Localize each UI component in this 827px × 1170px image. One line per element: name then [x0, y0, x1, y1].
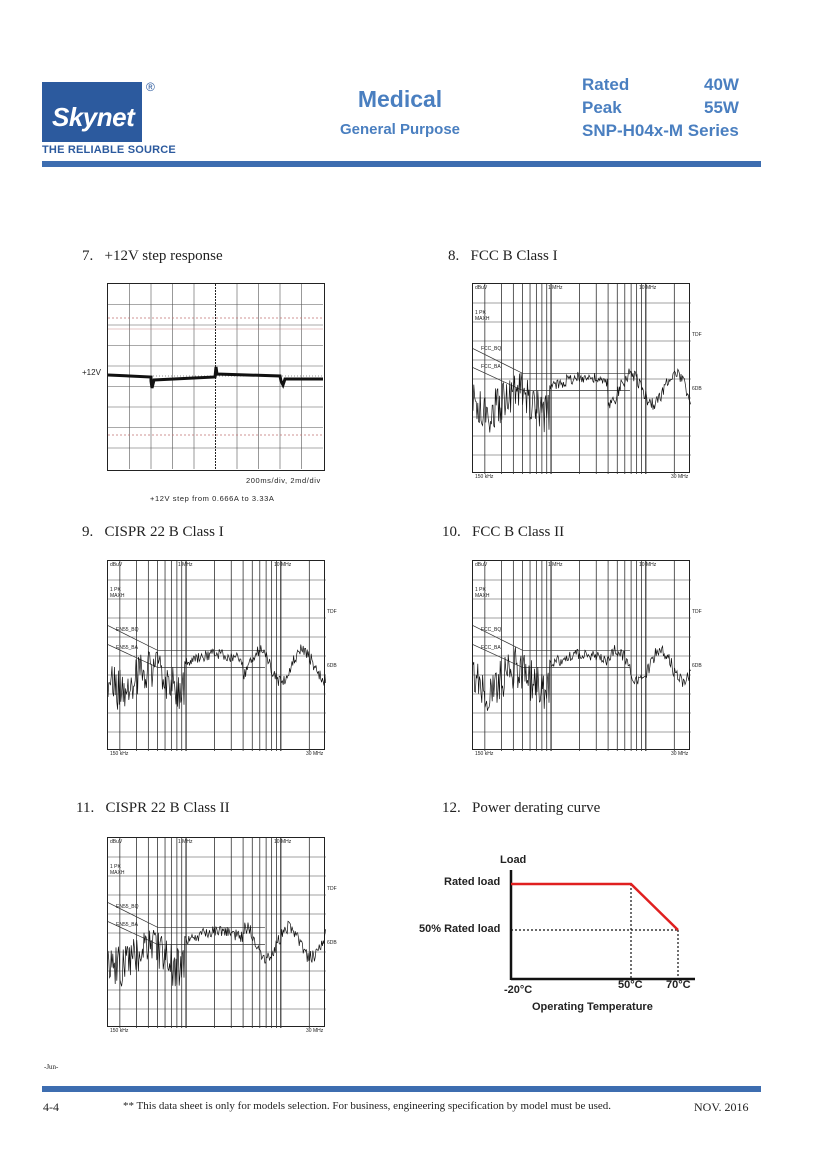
footer-date: NOV. 2016	[694, 1100, 749, 1114]
scope-scale-caption: 200ms/div, 2md/div	[246, 476, 321, 485]
figure-8-number: 8.	[448, 248, 460, 264]
figure-7-number: 7.	[82, 248, 94, 264]
emi-detector-mode: MAXH	[110, 593, 125, 599]
figure-9-title	[82, 524, 224, 541]
series-name: SNP-H04x-M Series	[582, 121, 739, 140]
emi-xend: 30 MHz	[306, 1028, 324, 1034]
footer-divider	[42, 1086, 761, 1092]
emi-limit-qp: EN55_BQ	[116, 627, 139, 633]
derating-curve	[511, 884, 678, 930]
figure-7-title	[82, 248, 223, 265]
emi-measurement-trace	[473, 369, 691, 433]
emi-xend: 30 MHz	[671, 474, 689, 480]
emi-measurement-trace	[473, 645, 691, 711]
figure-10-text: FCC B Class II	[472, 524, 565, 540]
emi-xstart: 150 kHz	[110, 1028, 129, 1034]
figure-8-text: FCC B Class I	[470, 248, 558, 264]
scope-step-caption: +12V step from 0.666A to 3.33A	[150, 494, 275, 503]
emi-limit-qp: FCC_BQ	[481, 627, 502, 633]
emi-10mhz: 10 MHz	[639, 285, 657, 291]
rated-load-label: Rated load	[444, 876, 501, 888]
figure-8-title	[448, 248, 558, 265]
emi-right-b: 6DB	[327, 940, 337, 946]
logo-text: Skynet	[52, 102, 135, 132]
emi-unit: dBuV	[110, 562, 123, 568]
emi-detector-mode: MAXH	[475, 316, 490, 322]
emi-10mhz: 10 MHz	[639, 562, 657, 568]
emi-detector-mode: MAXH	[110, 870, 125, 876]
emi-detector: 1 PK	[110, 587, 121, 593]
header-divider	[42, 161, 761, 167]
temp-high-label: 70°C	[666, 979, 691, 991]
emi-right-b: 6DB	[327, 663, 337, 669]
emi-1mhz: 1 MHz	[548, 285, 563, 291]
figure-11-text: CISPR 22 B Class II	[105, 800, 230, 816]
page-number: 4-4	[43, 1100, 59, 1114]
figure-12-number: 12.	[442, 800, 461, 816]
emi-detector: 1 PK	[475, 587, 486, 593]
figure-12-text: Power derating curve	[472, 800, 601, 816]
scope-trace	[108, 284, 323, 469]
emi-detector: 1 PK	[475, 310, 486, 316]
temp-mid-label: 50°C	[618, 979, 643, 991]
derating-y-label: Load	[500, 854, 527, 866]
figure-12-title	[442, 800, 600, 817]
emi-plot-fcc-class-1	[472, 283, 702, 480]
emi-unit: dBuV	[475, 562, 488, 568]
emi-limit-av: FCC_BA	[481, 645, 501, 651]
rated-label: Rated	[582, 75, 630, 94]
emi-limit-av: EN55_BA	[116, 645, 138, 651]
temp-low-label: -20°C	[504, 984, 533, 996]
figure-10-number: 10.	[442, 524, 461, 540]
figure-9-number: 9.	[82, 524, 94, 540]
emi-limit-qp: FCC_BQ	[481, 346, 502, 352]
emi-xstart: 150 kHz	[475, 474, 494, 480]
step-response-scope	[107, 283, 325, 471]
emi-right-a: TDF	[327, 886, 337, 892]
skynet-logo	[42, 82, 142, 142]
emi-1mhz: 1 MHz	[178, 839, 193, 845]
emi-plot-cispr-class-2	[107, 837, 337, 1034]
emi-unit: dBuV	[110, 839, 123, 845]
emi-xstart: 150 kHz	[110, 751, 129, 757]
emi-right-b: 6DB	[692, 663, 702, 669]
emi-detector: 1 PK	[110, 864, 121, 870]
rated-value: 40W	[704, 75, 739, 94]
emi-right-a: TDF	[327, 609, 337, 615]
emi-10mhz: 10 MHz	[274, 839, 292, 845]
emi-xend: 30 MHz	[671, 751, 689, 757]
peak-value: 55W	[704, 98, 739, 117]
emi-unit: dBuV	[475, 285, 488, 291]
emi-trace	[473, 284, 691, 474]
scope-channel-label: +12V	[82, 368, 101, 377]
peak-label: Peak	[582, 98, 622, 117]
footer-disclaimer: ** This data sheet is only for models selection. For business, engineering specification by model must be used.	[123, 1100, 611, 1112]
footer-mark: -Jun-	[44, 1063, 59, 1071]
emi-trace	[473, 561, 691, 751]
emi-trace	[108, 838, 326, 1028]
emi-right-a: TDF	[692, 609, 702, 615]
figure-9-text: CISPR 22 B Class I	[104, 524, 224, 540]
figure-7-text: +12V step response	[104, 248, 223, 264]
emi-measurement-trace	[108, 921, 326, 986]
half-load-label: 50% Rated load	[419, 923, 501, 935]
emi-1mhz: 1 MHz	[178, 562, 193, 568]
doc-title: Medical	[357, 86, 443, 112]
emi-plot-cispr-class-1	[107, 560, 337, 757]
doc-subtitle: General Purpose	[339, 121, 461, 138]
tagline: THE RELIABLE SOURCE	[42, 144, 176, 156]
figure-10-title	[442, 524, 564, 541]
emi-right-a: TDF	[692, 332, 702, 338]
emi-limit-qp: EN55_BQ	[116, 904, 139, 910]
figure-11-number: 11.	[76, 800, 95, 816]
emi-limit-av: FCC_BA	[481, 364, 501, 370]
figure-11-title	[76, 800, 230, 817]
registered-mark: ®	[146, 80, 155, 94]
emi-plot-fcc-class-2	[472, 560, 702, 757]
derating-x-label: Operating Temperature	[532, 1001, 653, 1013]
emi-xend: 30 MHz	[306, 751, 324, 757]
emi-detector-mode: MAXH	[475, 593, 490, 599]
power-derating-chart	[410, 852, 710, 1022]
emi-1mhz: 1 MHz	[548, 562, 563, 568]
emi-right-b: 6DB	[692, 386, 702, 392]
emi-xstart: 150 kHz	[475, 751, 494, 757]
emi-limit-av: EN55_BA	[116, 922, 138, 928]
emi-10mhz: 10 MHz	[274, 562, 292, 568]
emi-trace	[108, 561, 326, 751]
emi-measurement-trace	[108, 645, 326, 710]
